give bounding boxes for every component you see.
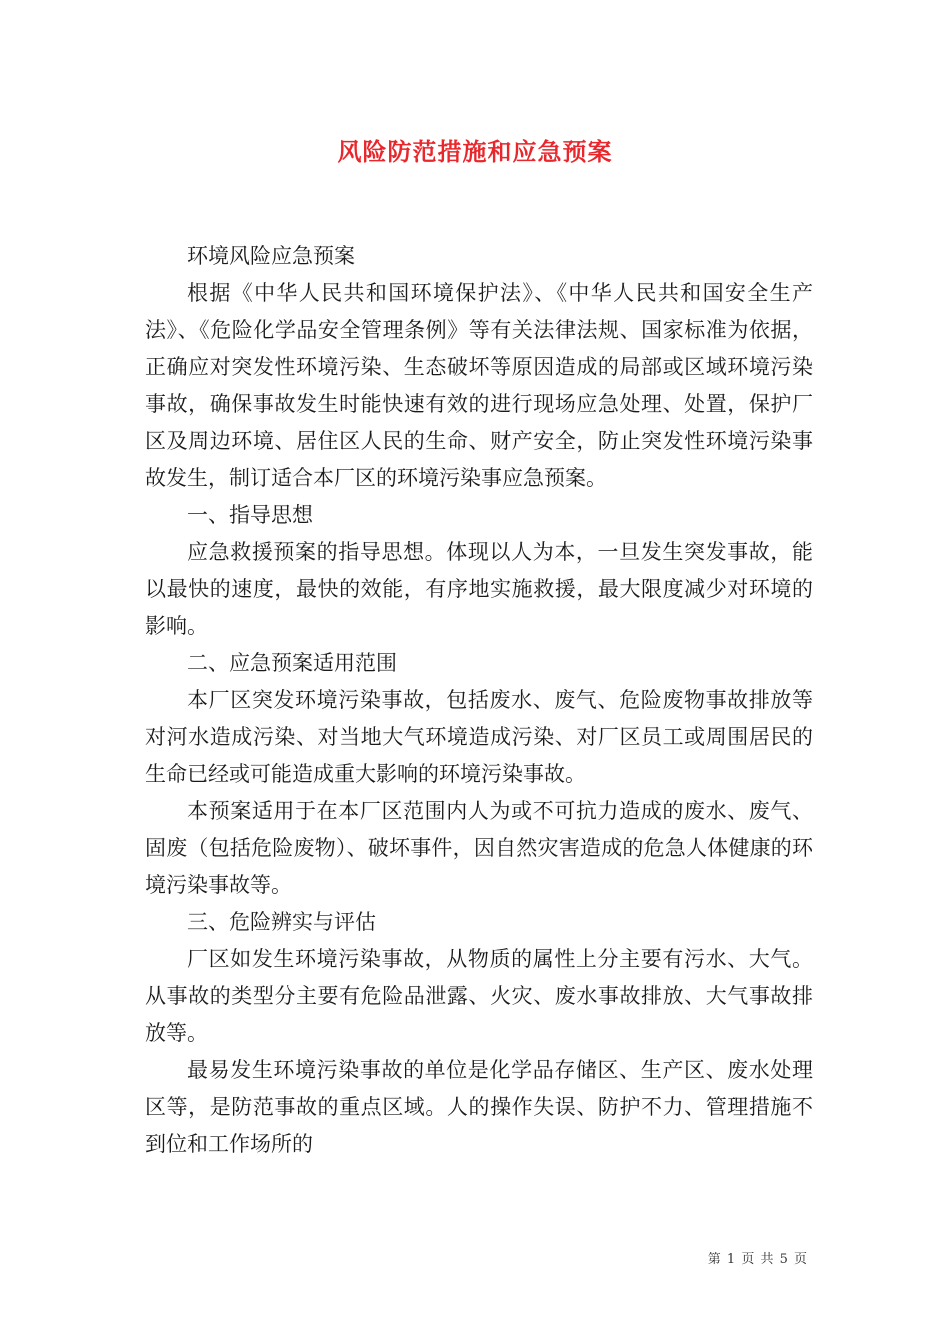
paragraph-legal-basis: 根据《中华人民共和国环境保护法》、《中华人民共和国安全生产法》、《危险化学品安全管理条例》等有关法律法规、国家标准为依据，正确应对突发性环境污染、生态破坏等原因造成的局部或区域环境污染事故，确保事故发生时能快速有效的进行现场应急处理、处置，保护厂区及周边环境、居住区人民的生命、财产安全，防止突发性环境污染事故发生，制订适合本厂区的环境污染事应急预案。: [145, 281, 813, 490]
section-heading-risk-assessment: 三、危险辨实与评估: [187, 910, 376, 934]
document-title: 风险防范措施和应急预案: [337, 137, 613, 166]
paragraph-guiding-ideology: 应急救援预案的指导思想。体现以人为本，一旦发生突发事故，能以最快的速度，最快的效能，有序地实施救援，最大限度减少对环境的影响。: [145, 540, 813, 638]
paragraph-scope-2: 本预案适用于在本厂区范围内人为或不可抗力造成的废水、废气、固废（包括危险废物）、破坏事件，因自然灾害造成的危急人体健康的环境污染事故等。: [145, 799, 813, 897]
paragraph-scope-1: 本厂区突发环境污染事故，包括废水、废气、危险废物事故排放等对河水造成污染、对当地大气环境造成污染、对厂区员工或周围居民的生命已经或可能造成重大影响的环境污染事故。: [145, 688, 813, 786]
page-number-footer: 第 1 页 共 5 页: [707, 1252, 808, 1267]
section-heading-guiding-ideology: 一、指导思想: [187, 503, 313, 527]
section-heading-environment-plan: 环境风险应急预案: [187, 244, 355, 268]
paragraph-risk-2: 最易发生环境污染事故的单位是化学品存储区、生产区、废水处理区等，是防范事故的重点区域。人的操作失误、防护不力、管理措施不到位和工作场所的: [145, 1058, 813, 1156]
section-heading-scope: 二、应急预案适用范围: [187, 651, 397, 675]
document-body: [145, 238, 813, 1163]
paragraph-risk-1: 厂区如发生环境污染事故，从物质的属性上分主要有污水、大气。从事故的类型分主要有危险品泄露、火灾、废水事故排放、大气事故排放等。: [145, 947, 813, 1045]
